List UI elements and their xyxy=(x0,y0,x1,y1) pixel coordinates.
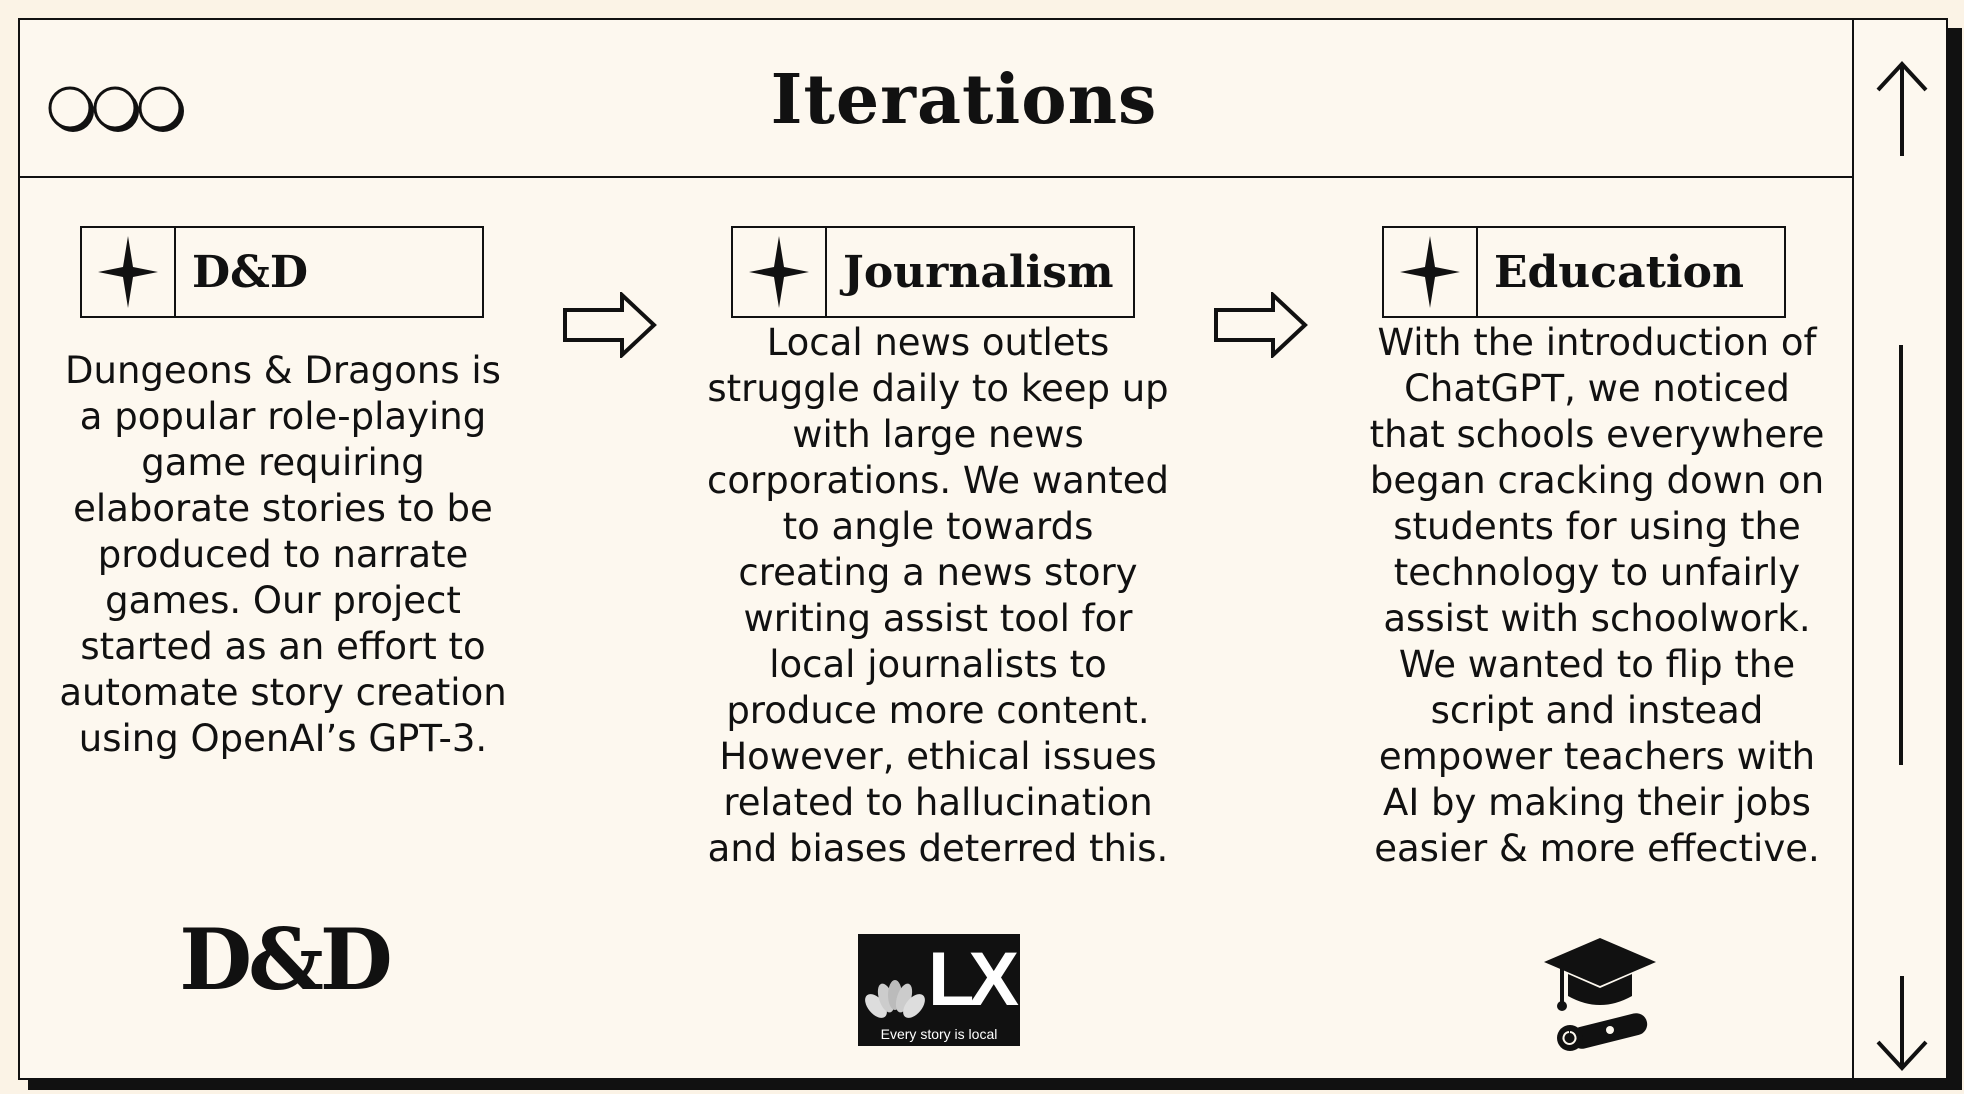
card-header xyxy=(1382,226,1786,318)
four-point-star-icon xyxy=(1384,228,1478,316)
lx-tagline: Every story is local xyxy=(880,1026,998,1042)
lx-wordmark: LX xyxy=(928,937,1014,1022)
peacock-icon xyxy=(864,978,926,1022)
right-arrow-icon xyxy=(1213,292,1309,358)
card-description: With the introduction of ChatGPT, we noticed that schools everywhere began cracking down on students for using the technology to unfairly assist with schoolwork. We wanted to flip the script and instead empower teachers with AI by making their jobs easier & more effective. xyxy=(1369,321,1825,870)
scrollbar[interactable] xyxy=(1852,20,1946,1078)
page-title: Iterations xyxy=(770,60,1158,140)
card-header xyxy=(80,226,484,318)
card-header xyxy=(731,226,1135,318)
card-education xyxy=(1382,226,1786,318)
right-arrow-icon xyxy=(562,292,658,358)
arrow-down-icon[interactable] xyxy=(1876,972,1928,1072)
card-title: D&D xyxy=(192,246,309,298)
dnd-logo: D&D xyxy=(179,909,389,1009)
card-description: Dungeons & Dragons is a popular role-playing game requiring elaborate stories to be produced to narrate games. Our project started as an effort to automate story creation using OpenAI’s GPT-3. xyxy=(59,349,507,760)
scroll-thumb[interactable] xyxy=(1899,345,1903,765)
card-title: Journalism xyxy=(843,246,1114,298)
graduation-cap-icon xyxy=(1540,934,1660,1052)
card-journalism xyxy=(731,226,1135,318)
card-title: Education xyxy=(1494,246,1744,298)
four-point-star-icon xyxy=(82,228,176,316)
four-point-star-icon xyxy=(733,228,827,316)
card-description: Local news outlets struggle daily to keep up with large news corporations. We wanted to angle towards creating a news story writing assist tool for local journalists to produce more content. However, ethical issues related to hallucination and biases deterred this. xyxy=(707,321,1169,870)
lx-logo xyxy=(858,934,1020,1046)
card-dnd xyxy=(80,226,484,318)
